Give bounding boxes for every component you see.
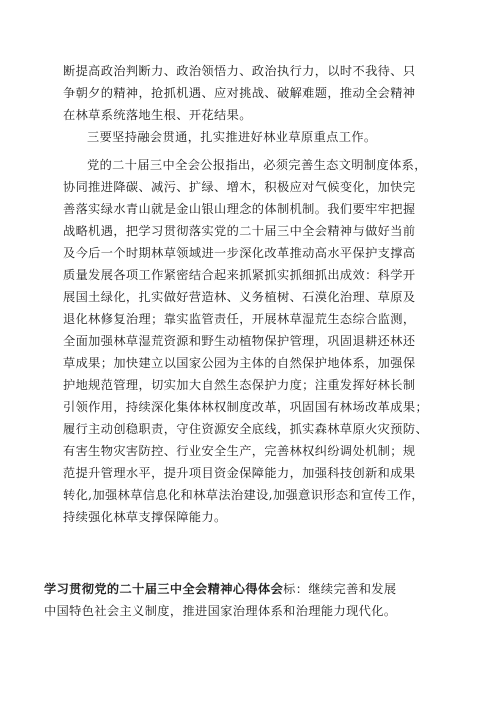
text-line: 及今后一个时期林草领域进一步深化改革推动高水平保护支撑高 bbox=[63, 246, 416, 260]
text-line: 草成果；加快建立以国家公园为主体的自然保护地体系，加强保 bbox=[63, 356, 416, 370]
section-title-suffix: 标：继续完善和发展 bbox=[283, 582, 397, 596]
text-line: 党的二十届三中全会公报指出，必须完善生态文明制度体系， bbox=[87, 158, 427, 172]
text-line: 断提高政治判断力、政治领悟力、政治执行力，以时不我待、只 bbox=[63, 64, 416, 78]
paragraph-continuation bbox=[63, 60, 441, 148]
point-three-heading: 三要坚持融会贯通，扎实推进好林业草原重点工作。 bbox=[87, 130, 377, 144]
text-line: 全面加强林草湿荒资源和野生动植物保护管理，巩固退耕还林还 bbox=[63, 334, 416, 348]
paragraph-body bbox=[63, 154, 441, 528]
text-line: 护地规范管理，切实加大自然生态保护力度；注重发挥好林长制 bbox=[63, 378, 416, 392]
text-line: 转化,加强林草信息化和林草法治建设,加强意识形态和宣传工作， bbox=[63, 488, 424, 502]
section-subtitle-line: 中国特色社会主义制度，推进国家治理体系和治理能力现代化。 bbox=[44, 604, 397, 618]
section-title-block bbox=[44, 578, 464, 622]
text-line: 争朝夕的精神，抢抓机遇、应对挑战、破解难题，推动全会精神 bbox=[63, 86, 416, 100]
text-line: 持续强化林草支撑保障能力。 bbox=[63, 510, 227, 524]
text-line: 善落实绿水青山就是金山银山理念的体制机制。我们要牢牢把握 bbox=[63, 202, 416, 216]
text-line: 在林草系统落地生根、开花结果。 bbox=[63, 108, 252, 122]
text-line: 退化林修复治理；靠实监管责任，开展林草湿荒生态综合监测， bbox=[63, 312, 416, 326]
text-line: 战略机遇，把学习贯彻落实党的二十届三中全会精神与做好当前 bbox=[63, 224, 416, 238]
text-line: 有害生物灾害防控、行业安全生产，完善林权纠纷调处机制；规 bbox=[63, 444, 416, 458]
text-line: 范提升管理水平，提升项目资金保障能力，加强科技创新和成果 bbox=[63, 466, 416, 480]
text-line: 引领作用，持续深化集体林权制度改革，巩固国有林场改革成果； bbox=[63, 400, 429, 414]
section-title-line bbox=[44, 578, 464, 600]
text-line: 质量发展各项工作紧密结合起来抓紧抓实抓细抓出成效：科学开 bbox=[63, 268, 416, 282]
text-line: 履行主动创稳职责，守住资源安全底线，抓实森林草原火灾预防、 bbox=[63, 422, 429, 436]
section-title: 学习贯彻党的二十届三中全会精神心得体会 bbox=[44, 582, 284, 596]
text-line: 协同推进降碳、减污、扩绿、增木，积极应对气候变化，加快完 bbox=[63, 180, 416, 194]
text-line: 展国土绿化，扎实做好营造林、义务植树、石漠化治理、草原及 bbox=[63, 290, 416, 304]
